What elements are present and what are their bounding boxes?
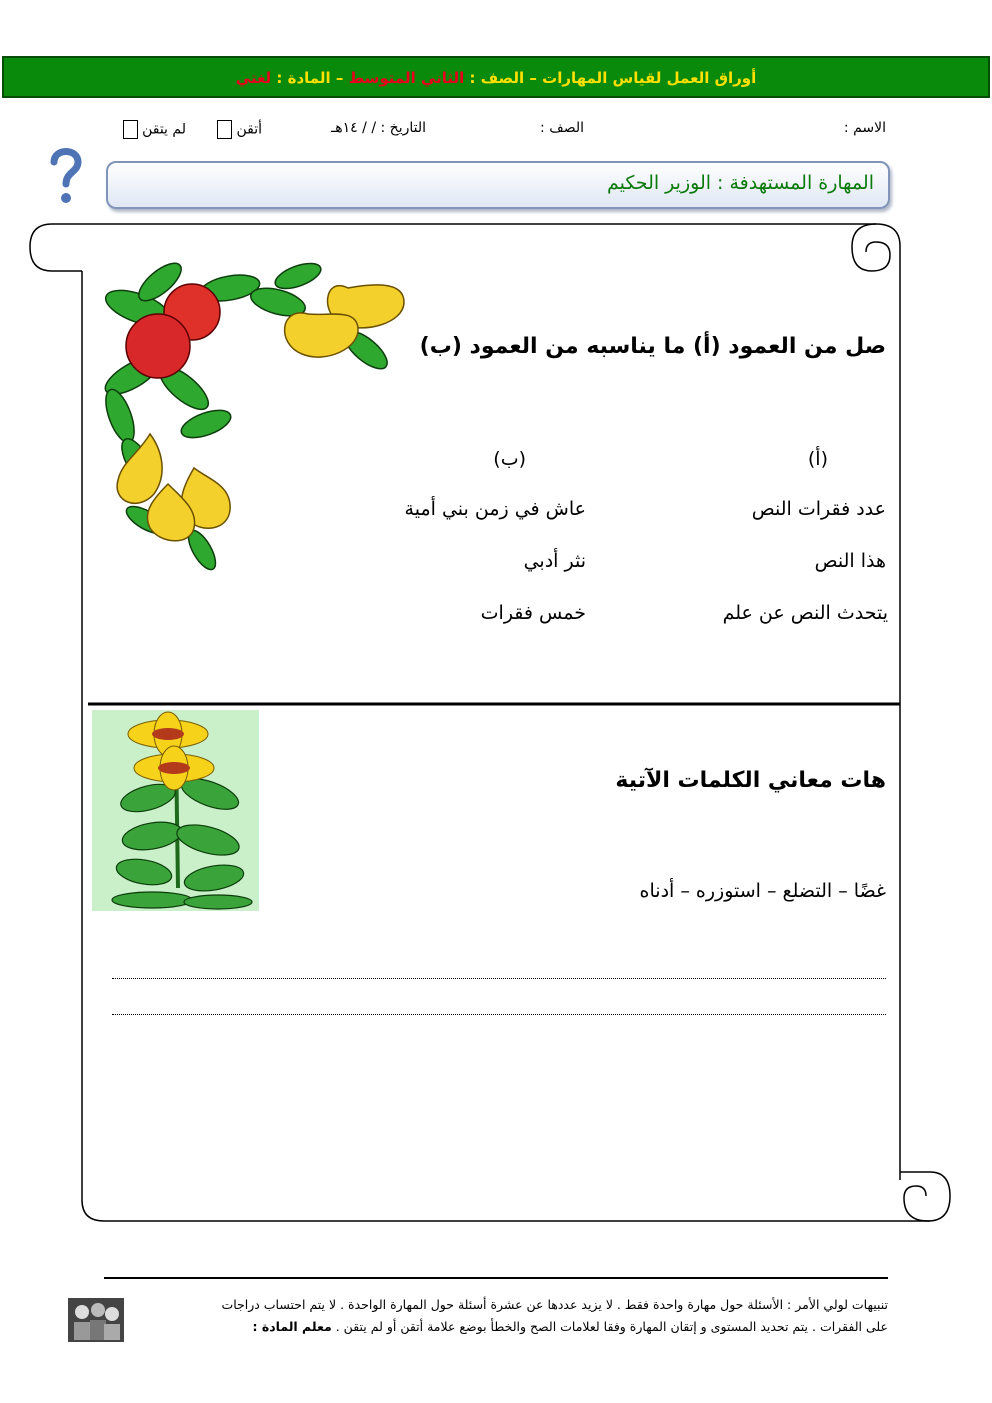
not-mastered-label: لم يتقن xyxy=(142,121,186,138)
footer-divider xyxy=(104,1277,888,1279)
banner-subject: لغتي xyxy=(235,69,272,87)
answer-line[interactable] xyxy=(112,1014,886,1015)
col-b-header: (ب) xyxy=(493,448,526,470)
footer-note-line xyxy=(128,1316,888,1338)
name-label: الاسم : xyxy=(843,120,886,136)
col-a-header: (أ) xyxy=(807,448,828,470)
students-logo-icon xyxy=(68,1298,124,1342)
answer-line[interactable] xyxy=(112,978,886,979)
fruit-decoration-icon xyxy=(98,258,428,573)
class-label: الصف : xyxy=(540,120,584,136)
date-label: التاريخ : / / ١٤هـ xyxy=(331,120,426,136)
teacher-label: معلم المادة : xyxy=(252,1319,332,1334)
banner-grade: الثاني المتوسط xyxy=(348,69,465,87)
skill-title: المهارة المستهدفة : الوزير الحكيم xyxy=(606,172,874,194)
col-a-item: هذا النص xyxy=(814,550,886,572)
col-a-item: يتحدث النص عن علم xyxy=(722,602,888,624)
footer-notes xyxy=(128,1294,888,1338)
q2-words: غضًا – التضلع – استوزره – أدناه xyxy=(639,880,886,902)
q1-title: صل من العمود (أ) ما يناسبه من العمود (ب) xyxy=(419,334,886,359)
q2-title: هات معاني الكلمات الآتية xyxy=(615,768,886,793)
col-b-item: خمس فقرات xyxy=(480,602,586,624)
mastered-label: أتقن xyxy=(236,121,262,138)
banner-text: أوراق العمل لقياس المهارات – الصف : xyxy=(464,69,757,87)
col-b-item: نثر أدبي xyxy=(523,550,586,572)
footer-note-line: تنبيهات لولي الأمر : الأسئلة حول مهارة واحدة فقط . لا يزيد عددها عن عشرة أسئلة حول المهارة الواحدة . لا يتم احتساب دراجات xyxy=(221,1297,888,1312)
col-b-item: عاش في زمن بني أمية xyxy=(404,498,586,520)
col-a-item: عدد فقرات النص xyxy=(751,498,886,520)
footer-note-text: على الفقرات . يتم تحديد المستوى و إتقان المهارة وفقا لعلامات الصح والخطأ بوضع علامة أتقن أو لم يتقن . xyxy=(335,1319,888,1334)
sunflower-icon xyxy=(92,710,259,911)
banner-text-2: – المادة : xyxy=(271,69,349,87)
